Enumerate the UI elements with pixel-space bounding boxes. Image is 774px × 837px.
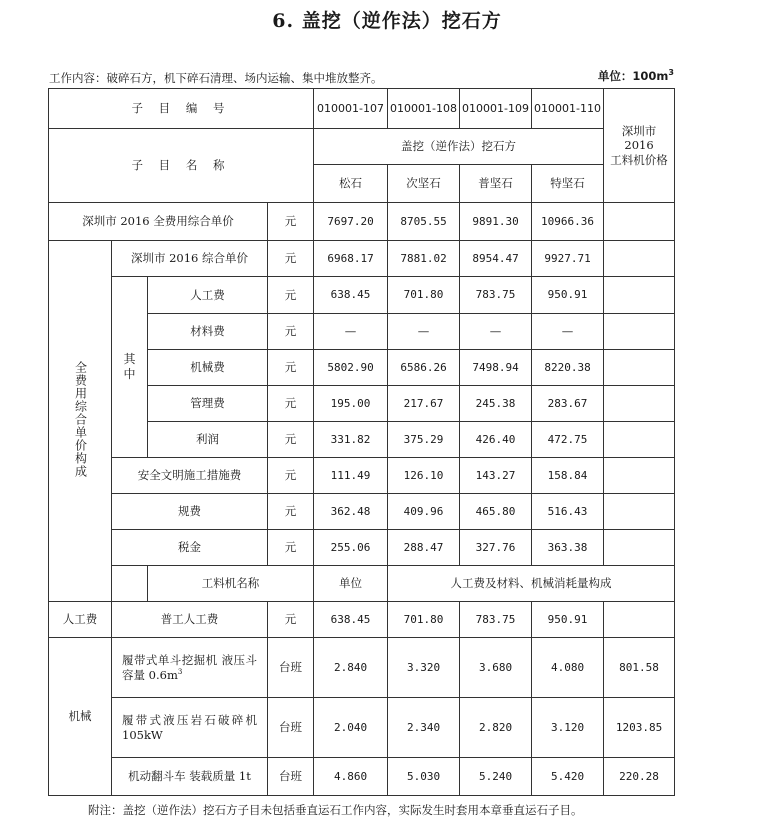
value-cell: 9891.30 (460, 203, 532, 241)
value-cell: 111.49 (314, 458, 388, 494)
machinery-row (49, 698, 675, 758)
value-cell: 783.75 (460, 277, 532, 314)
value-cell: — (532, 314, 604, 350)
value-cell: 516.43 (532, 494, 604, 530)
value-cell: 375.29 (388, 422, 460, 458)
row-label: 履带式液压岩石破碎机 105kW (112, 698, 268, 758)
row-unit: 元 (268, 203, 314, 241)
rock-name: 普坚石 (460, 165, 532, 203)
category-label: 人工费 (49, 602, 112, 638)
value-cell: 3.120 (532, 698, 604, 758)
value-cell: 283.67 (532, 386, 604, 422)
category-label: 机械 (49, 638, 112, 796)
machinery-row (49, 638, 675, 698)
row-label: 履带式单斗挖掘机 液压斗容量 $0.6m^3$ (112, 638, 268, 698)
row-unit: 元 (268, 494, 314, 530)
value-cell: 638.45 (314, 602, 388, 638)
other-cost-row (49, 494, 675, 530)
value-cell: 3.680 (460, 638, 532, 698)
value-cell: 158.84 (532, 458, 604, 494)
other-cost-row (49, 530, 675, 566)
value-cell: 143.27 (460, 458, 532, 494)
row-label: 管理费 (148, 386, 268, 422)
code-cell: 010001-109 (460, 89, 532, 129)
row-unit: 元 (268, 241, 314, 277)
row-unit: 台班 (268, 638, 314, 698)
among-label: 其 中 (112, 277, 148, 458)
row-unit: 元 (268, 602, 314, 638)
value-cell: 2.340 (388, 698, 460, 758)
value-cell: 426.40 (460, 422, 532, 458)
value-cell: 3.320 (388, 638, 460, 698)
value-cell: 472.75 (532, 422, 604, 458)
full-cost-row (49, 203, 675, 241)
value-cell: — (460, 314, 532, 350)
value-cell: 288.47 (388, 530, 460, 566)
value-cell: 7697.20 (314, 203, 388, 241)
value-cell: 2.040 (314, 698, 388, 758)
value-cell: 9927.71 (532, 241, 604, 277)
price-cell (604, 277, 675, 314)
price-cell (604, 386, 675, 422)
row-label: 税金 (112, 530, 268, 566)
value-cell: 5.240 (460, 758, 532, 796)
value-cell: 638.45 (314, 277, 388, 314)
value-cell: 6586.26 (388, 350, 460, 386)
labor-row (49, 602, 675, 638)
row-unit: 元 (268, 386, 314, 422)
value-cell: 327.76 (460, 530, 532, 566)
price-cell: 220.28 (604, 758, 675, 796)
row-unit: 台班 (268, 698, 314, 758)
price-cell (604, 350, 675, 386)
price-cell (604, 602, 675, 638)
row-label: 深圳市 2016 全费用综合单价 (49, 203, 268, 241)
price-cell: 801.58 (604, 638, 675, 698)
value-cell: 465.80 (460, 494, 532, 530)
row-label: 利润 (148, 422, 268, 458)
row-label: 普工人工费 (112, 602, 268, 638)
work-content: 工作内容：破碎石方，机下碎石清理、场内运输、集中堆放整齐。 (49, 71, 383, 85)
value-cell: 10966.36 (532, 203, 604, 241)
item-code-label: 子 目 编 号 (49, 89, 314, 129)
code-cell: 010001-108 (388, 89, 460, 129)
value-cell: 409.96 (388, 494, 460, 530)
value-cell: 5.420 (532, 758, 604, 796)
price-cell (604, 494, 675, 530)
price-cell (604, 422, 675, 458)
value-cell: 6968.17 (314, 241, 388, 277)
value-cell: 701.80 (388, 277, 460, 314)
row-label: 人工费 (148, 277, 268, 314)
value-cell: 5.030 (388, 758, 460, 796)
value-cell: 217.67 (388, 386, 460, 422)
comprehensive-row (49, 241, 675, 277)
price-column-header: 深圳市 2016 工料机价格 (604, 89, 675, 203)
row-unit: 元 (268, 530, 314, 566)
value-cell: 362.48 (314, 494, 388, 530)
quota-table (48, 88, 675, 796)
value-cell: 126.10 (388, 458, 460, 494)
row-label: 机械费 (148, 350, 268, 386)
value-cell: 8954.47 (460, 241, 532, 277)
row-label: 深圳市 2016 综合单价 (112, 241, 268, 277)
row-label: 机动翻斗车 装载质量 1t (112, 758, 268, 796)
value-cell: 255.06 (314, 530, 388, 566)
value-cell: 331.82 (314, 422, 388, 458)
other-cost-row (49, 458, 675, 494)
price-cell (604, 203, 675, 241)
value-cell: 7498.94 (460, 350, 532, 386)
row-label: 安全文明施工措施费 (112, 458, 268, 494)
row-unit: 元 (268, 458, 314, 494)
value-cell: 4.860 (314, 758, 388, 796)
row-unit: 元 (268, 314, 314, 350)
value-cell: 8705.55 (388, 203, 460, 241)
page-title: 6. 盖挖（逆作法）挖石方 (272, 10, 502, 32)
code-row (49, 89, 675, 129)
price-cell: 1203.85 (604, 698, 675, 758)
value-cell: — (388, 314, 460, 350)
value-cell: 701.80 (388, 602, 460, 638)
value-cell: — (314, 314, 388, 350)
value-cell: 783.75 (460, 602, 532, 638)
rock-name: 次坚石 (388, 165, 460, 203)
code-cell: 010001-110 (532, 89, 604, 129)
value-cell: 7881.02 (388, 241, 460, 277)
value-cell: 5802.90 (314, 350, 388, 386)
price-cell (604, 241, 675, 277)
row-unit: 元 (268, 350, 314, 386)
value-cell: 950.91 (532, 277, 604, 314)
item-name-label: 子 目 名 称 (49, 129, 314, 203)
among-row (49, 277, 675, 314)
consumption-label: 人工费及材料、机械消耗量构成 (388, 566, 675, 602)
row-unit: 元 (268, 277, 314, 314)
value-cell: 245.38 (460, 386, 532, 422)
price-cell (604, 458, 675, 494)
code-cell: 010001-107 (314, 89, 388, 129)
row-label: 规费 (112, 494, 268, 530)
price-cell (604, 314, 675, 350)
resource-header-row (49, 566, 675, 602)
rock-name: 松石 (314, 165, 388, 203)
composition-label: 全费用综合单价构成 (49, 241, 112, 602)
row-unit: 台班 (268, 758, 314, 796)
machinery-row (49, 758, 675, 796)
value-cell: 195.00 (314, 386, 388, 422)
value-cell: 2.840 (314, 638, 388, 698)
value-cell: 4.080 (532, 638, 604, 698)
value-cell: 8220.38 (532, 350, 604, 386)
group-name: 盖挖（逆作法）挖石方 (314, 129, 604, 165)
row-unit: 元 (268, 422, 314, 458)
value-cell: 363.38 (532, 530, 604, 566)
blank-cell (112, 566, 148, 602)
rock-name: 特坚石 (532, 165, 604, 203)
resource-name-label: 工料机名称 (148, 566, 314, 602)
price-cell (604, 530, 675, 566)
value-cell: 950.91 (532, 602, 604, 638)
group-row (49, 129, 675, 165)
unit-label: 单位：$100m^3$ (597, 68, 674, 83)
row-label: 材料费 (148, 314, 268, 350)
resource-unit-label: 单位 (314, 566, 388, 602)
footnote: 附注：盖挖（逆作法）挖石方子目未包括垂直运石工作内容，实际发生时套用本章垂直运石子目。 (88, 803, 583, 817)
value-cell: 2.820 (460, 698, 532, 758)
